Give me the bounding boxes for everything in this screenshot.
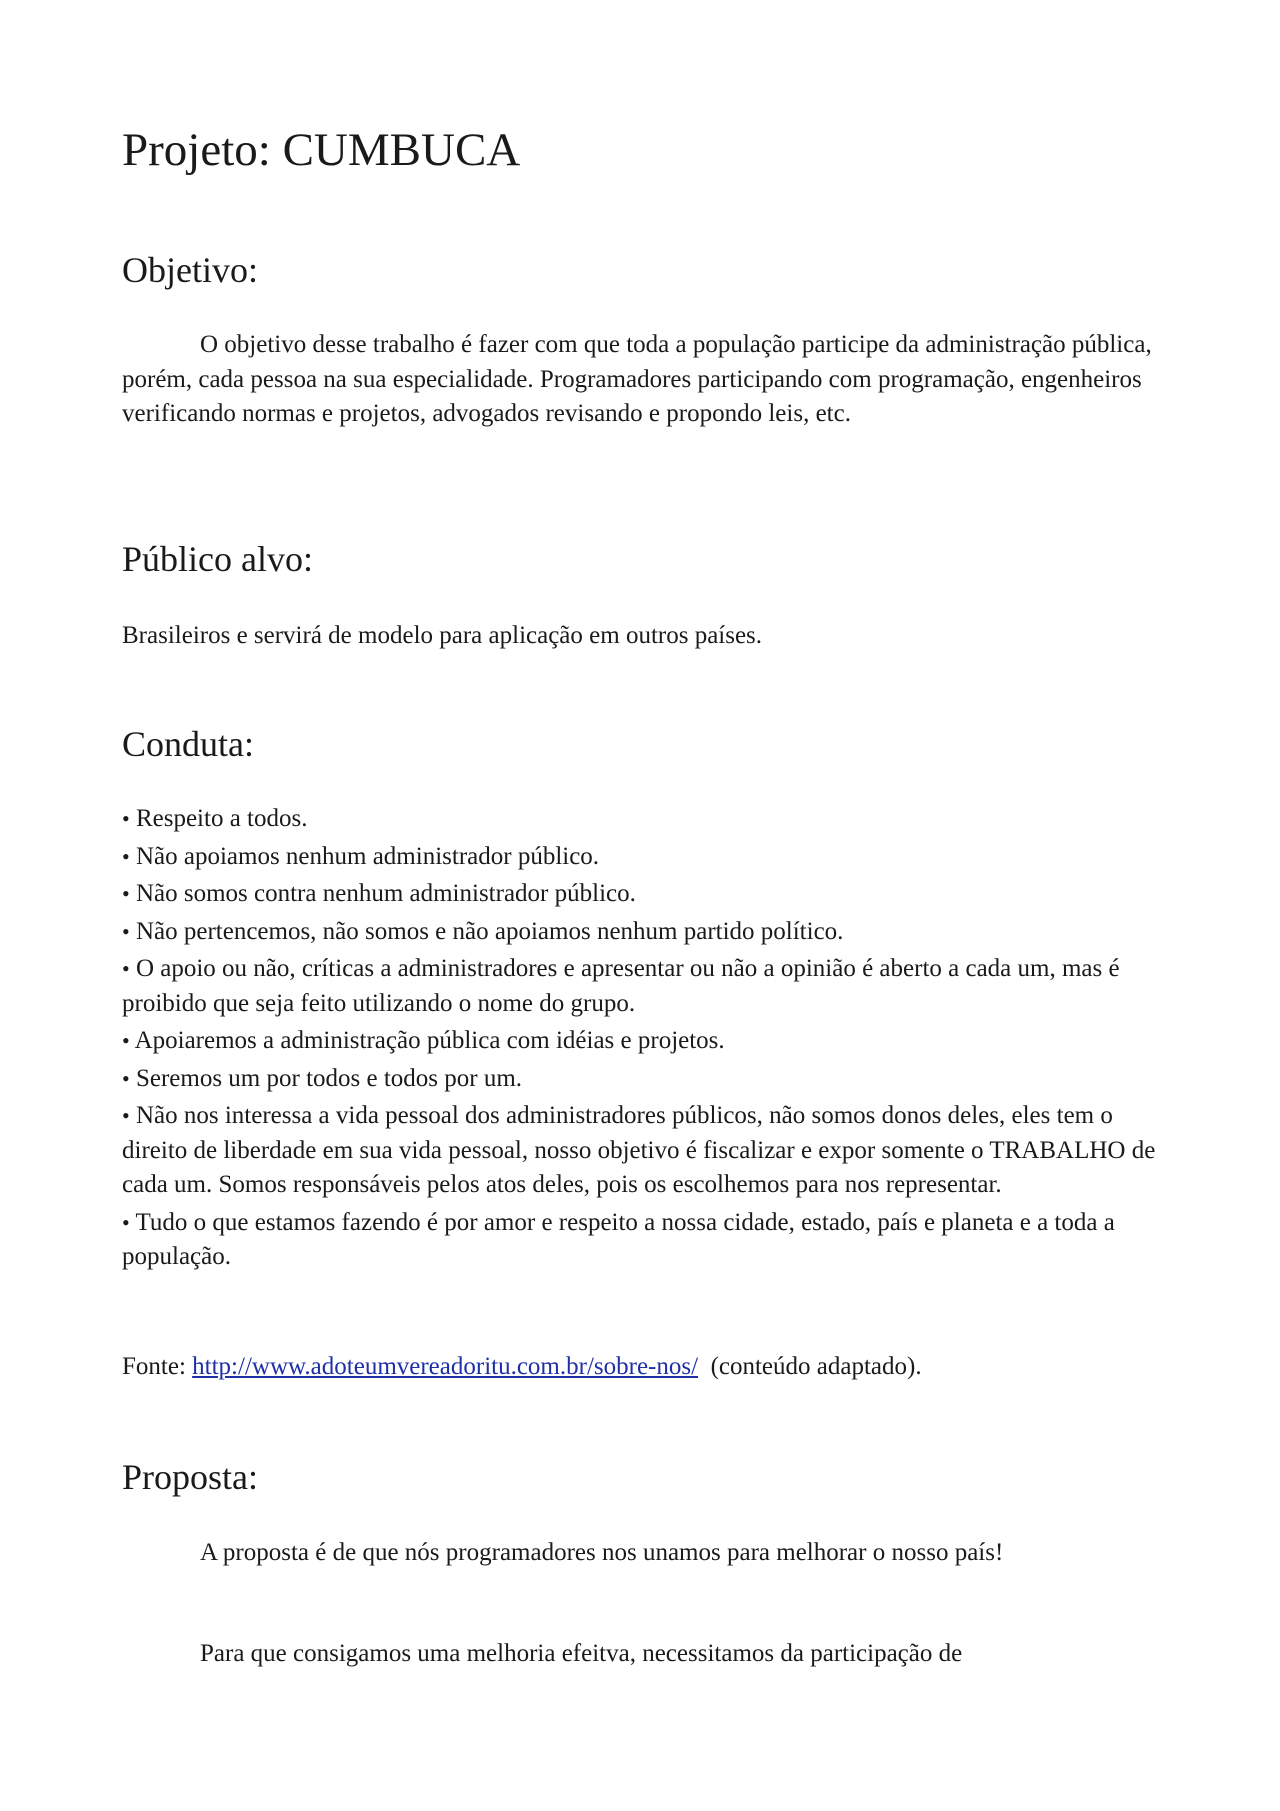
source-suffix: (conteúdo adaptado). xyxy=(710,1353,922,1380)
bullet-icon: • xyxy=(122,806,130,831)
list-item xyxy=(122,877,1162,912)
proposta-paragraph-2: Para que consigamos uma melhoria efeitva, necessitamos da participação de xyxy=(200,1640,963,1667)
proposta-paragraph-1: A proposta é de que nós programadores nos unamos para melhorar o nosso país! xyxy=(200,1539,1004,1566)
heading-objetivo: Objetivo: xyxy=(122,250,258,290)
bullet-icon: • xyxy=(122,1028,130,1053)
list-item-text: Seremos um por todos e todos por um. xyxy=(135,1064,523,1092)
source-link[interactable]: http://www.adoteumvereadoritu.com.br/sobre-nos/ xyxy=(192,1353,699,1380)
list-item-text: Não somos contra nenhum administrador público. xyxy=(135,880,636,907)
source-label: Fonte: xyxy=(122,1353,186,1380)
list-item xyxy=(122,1099,1162,1203)
list-item-text: Apoiaremos a administração pública com idéias e projetos. xyxy=(134,1027,725,1054)
objetivo-paragraph: O objetivo desse trabalho é fazer com que toda a população participe da administração pública, porém, cada pessoa na sua especialidade. Programadores participando com programação, engenheiros verificando normas e projetos, advogados revisando e propondo leis, etc. xyxy=(122,331,1152,427)
list-item xyxy=(122,915,1162,950)
list-item-text: Não pertencemos, não somos e não apoiamos nenhum partido político. xyxy=(135,917,844,945)
bullet-icon: • xyxy=(122,1103,130,1128)
list-item-text: Não nos interessa a vida pessoal dos administradores públicos, não somos donos deles, eles tem o direito de liberdade em sua vida pessoal, nosso objetivo é fiscalizar e expor somente o TRABALHO de cada um. Somos responsáveis pelos atos deles, pois os escolhemos para nos representar. xyxy=(122,1102,1156,1198)
list-item-text: Respeito a todos. xyxy=(135,805,308,832)
list-item xyxy=(122,840,1162,875)
list-item xyxy=(122,952,1162,1021)
bullet-icon: • xyxy=(122,918,130,944)
document-title: Projeto: CUMBUCA xyxy=(122,124,521,176)
list-item-text: O apoio ou não, críticas a administradores e apresentar ou não a opinião é aberto a cada um, mas é proibido que seja feito utilizando o nome do grupo. xyxy=(122,955,1120,1017)
bullet-icon: • xyxy=(122,843,130,869)
list-item xyxy=(122,1062,1162,1097)
heading-proposta: Proposta: xyxy=(122,1457,259,1497)
list-item-text: Não apoiamos nenhum administrador público. xyxy=(135,842,600,870)
list-item xyxy=(122,1024,1162,1059)
publico-alvo-paragraph: Brasileiros e servirá de modelo para aplicação em outros países. xyxy=(122,622,763,649)
bullet-icon: • xyxy=(122,1065,130,1091)
heading-conduta: Conduta: xyxy=(122,724,254,764)
list-item-text: Tudo o que estamos fazendo é por amor e respeito a nossa cidade, estado, país e planeta e a toda a população. xyxy=(122,1208,1115,1270)
conduta-list xyxy=(122,802,1162,1278)
list-item xyxy=(122,802,1162,837)
list-item xyxy=(122,1206,1162,1275)
heading-publico-alvo: Público alvo: xyxy=(122,539,313,579)
bullet-icon: • xyxy=(122,1209,130,1235)
source-line xyxy=(122,1350,922,1385)
bullet-icon: • xyxy=(122,956,130,981)
bullet-icon: • xyxy=(122,881,130,906)
